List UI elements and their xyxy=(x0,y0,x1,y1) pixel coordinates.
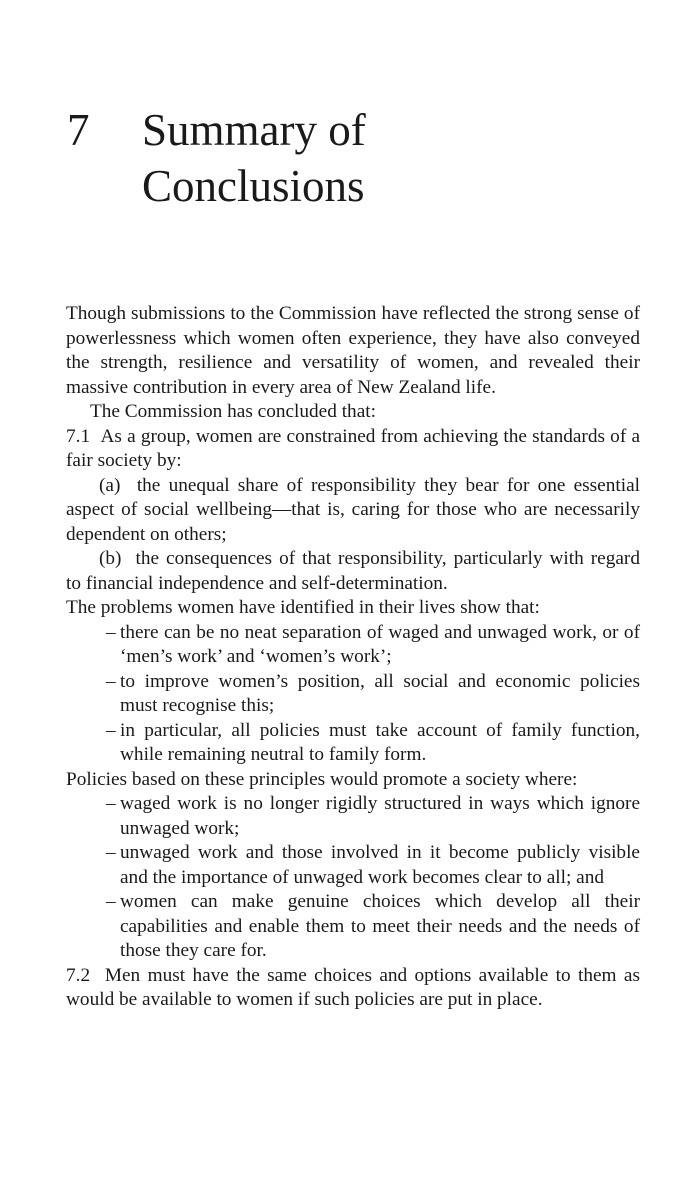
item-text: the unequal share of responsibility they bear for one essential aspect of social wellbeing—that is, caring for those who are necessarily dependent on others; xyxy=(66,474,641,545)
item-label: (b) xyxy=(99,548,122,569)
section-7-1-item-a xyxy=(66,474,640,548)
dash-marker: – xyxy=(106,842,116,863)
section-7-2-number: 7.2 xyxy=(66,964,91,986)
intro-paragraph: Though submissions to the Commission have reflected the strong sense of powerlessness which women often experience, they have also conveyed the strength, resilience and versatility of women, and revealed their massive contribution in every area of New Zealand life. xyxy=(66,303,640,398)
dash-marker: – xyxy=(106,719,116,741)
problems-intro: The problems women have identified in their lives show that: xyxy=(66,597,540,618)
section-7-1-number: 7.1 xyxy=(66,425,91,447)
dash-marker: – xyxy=(106,891,116,912)
chapter-title-line-2: Conclusions xyxy=(142,161,365,211)
list-item-text: unwaged work and those involved in it become publicly visible and the importance of unwaged work becomes clear to all; and xyxy=(120,842,640,888)
body-text xyxy=(66,302,640,1013)
section-7-2-text: Men must have the same choices and options available to them as would be available to women if such policies are put in place. xyxy=(66,964,640,1010)
list-item xyxy=(106,621,640,670)
list-item xyxy=(106,841,640,890)
section-7-2 xyxy=(66,964,640,1013)
list-item xyxy=(106,670,640,719)
list-item xyxy=(106,719,640,768)
dash-marker: – xyxy=(106,793,116,814)
section-7-1-item-b xyxy=(66,547,640,596)
chapter-title xyxy=(142,102,622,214)
concluded-paragraph: The Commission has concluded that: xyxy=(90,401,376,422)
list-item-text: there can be no neat separation of waged and unwaged work, or of ‘men’s work’ and ‘women’s work’; xyxy=(120,621,640,667)
item-text: the consequences of that responsibility, particularly with regard to financial independence and self-determination. xyxy=(66,548,640,594)
policies-list xyxy=(66,792,640,964)
dash-marker: – xyxy=(106,670,116,692)
section-7-1 xyxy=(66,425,640,474)
list-item-text: to improve women’s position, all social and economic policies must recognise this; xyxy=(120,670,640,716)
list-item xyxy=(106,792,640,841)
list-item-text: in particular, all policies must take account of family function, while remaining neutral to family form. xyxy=(120,719,640,765)
problems-list xyxy=(66,621,640,768)
chapter-title-line-1: Summary of xyxy=(142,105,366,155)
chapter-number: 7 xyxy=(67,105,90,155)
section-7-1-text: As a group, women are constrained from achieving the standards of a fair society by: xyxy=(66,425,640,471)
list-item-text: waged work is no longer rigidly structured in ways which ignore unwaged work; xyxy=(120,793,640,839)
list-item-text: women can make genuine choices which develop all their capabilities and enable them to meet their needs and the needs of those they care for. xyxy=(120,891,640,961)
policies-intro: Policies based on these principles would promote a society where: xyxy=(66,768,578,790)
dash-marker: – xyxy=(106,621,116,643)
list-item xyxy=(106,890,640,964)
item-label: (a) xyxy=(99,474,121,496)
